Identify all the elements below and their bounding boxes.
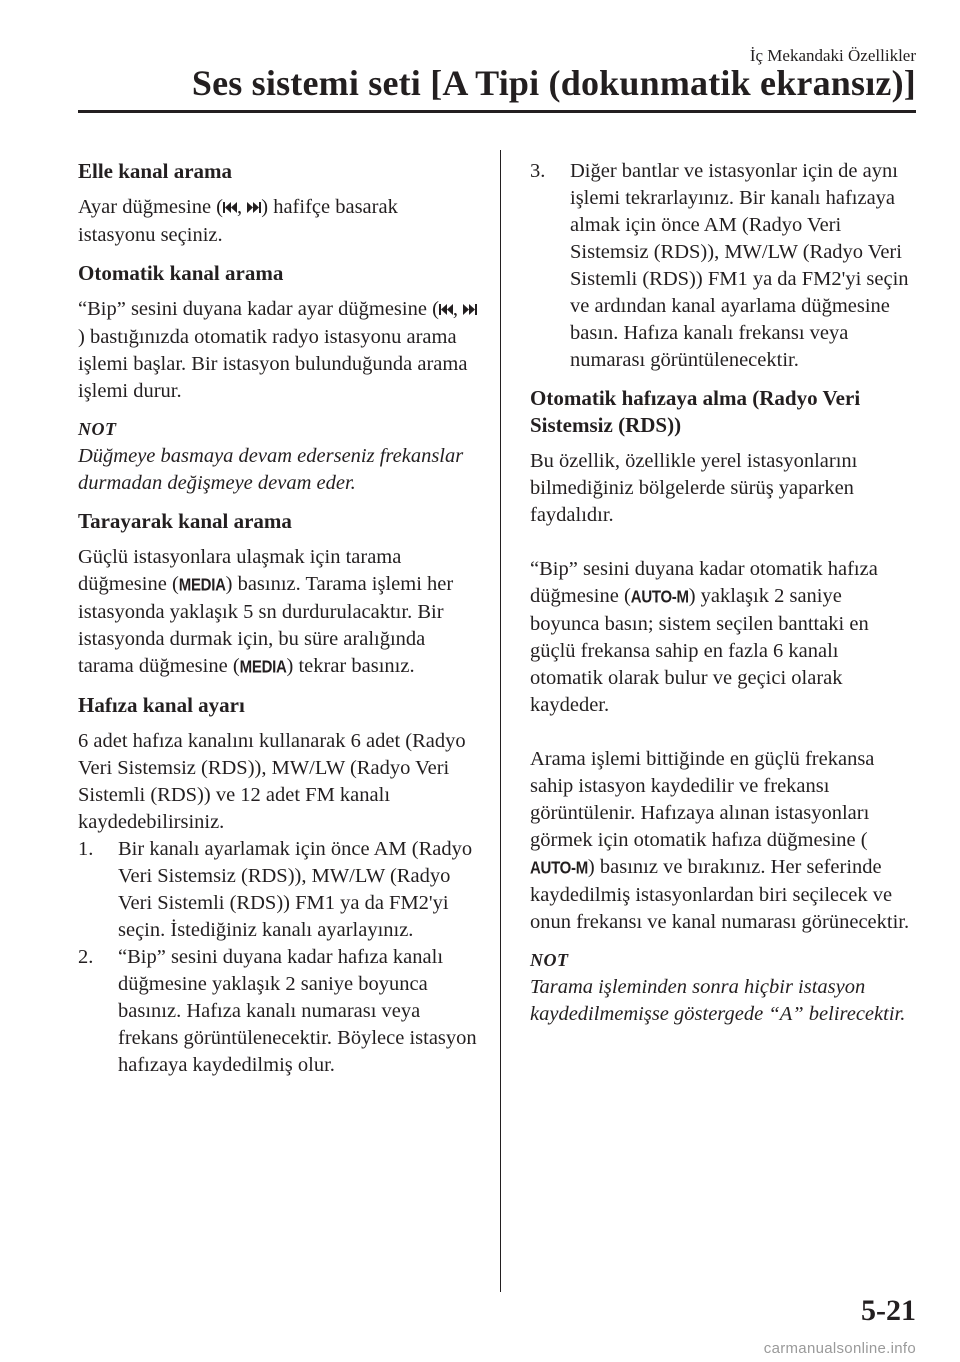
auto-memory-text-1: Bu özellik, özellikle yerel istasyonlarını bilmediğiniz bölgelerde sürüş yaparken faydalıdır.: [530, 450, 858, 526]
section-label: İç Mekandaki Özellikler: [749, 46, 916, 65]
right-column: [530, 158, 916, 1039]
media-button-label: MEDIA: [178, 575, 226, 595]
seek-back-icon: [223, 195, 237, 222]
auto-memory-text-2: “Bip” sesini duyana kadar otomatik hafıza düğmesine (AUTO-M) yaklaşık 2 saniye boyunca basın; sistem seçilen banttaki en güçlü frekansa sahip en fazla 6 kanalı otomatik olarak bulur ve geçici olarak kaydeder.: [530, 558, 878, 716]
auto-m-button-label: AUTO-M: [630, 587, 689, 608]
memory-heading: Hafıza kanal ayarı: [78, 692, 245, 717]
note-label: NOT: [78, 418, 117, 439]
memory-steps: [78, 836, 478, 1079]
media-button-label: MEDIA: [239, 657, 287, 677]
note-label: NOT: [530, 950, 569, 970]
list-item: 2. “Bip” sesini duyana kadar hafıza kanalı düğmesine yaklaşık 2 saniye boyunca basınız. Hafıza kanalı numarası veya frekans görüntülenecektir. Böylece istasyon hafızaya kaydedilmiş olur.: [78, 945, 477, 1076]
scan-search-text: Güçlü istasyonlara ulaşmak için tarama düğmesine (MEDIA) basınız. Tarama işlemi her istasyonda yaklaşık 5 sn durdurulacaktır. Bir istasyonda durmak için, bu süre aralığında tarama düğmesine (MEDIA) tekrar basınız.: [78, 544, 478, 681]
auto-memory-text-3: Arama işlemi bittiğinde en güçlü frekansa sahip istasyon kaydedilir ve frekansı görüntülenir. Hafızaya alınan istasyonları görmek için otomatik hafıza düğmesine (AUTO-M) basınız ve bırakınız. Her seferinde kaydedilmiş istasyonlardan biri seçilecek ve onun frekansı ve kanal numarası görünecektir.: [530, 748, 910, 933]
auto-memory-heading: Otomatik hafızaya alma (Radyo Veri Sistemsiz (RDS)): [530, 386, 861, 437]
auto-m-button-label: AUTO-M: [530, 858, 588, 879]
seek-forward-icon: [463, 297, 477, 324]
left-column: [78, 158, 478, 1090]
list-item: 3. Diğer bantlar ve istasyonlar için de aynı işlemi tekrarlayınız. Bir kanalı hafızaya almak için önce AM (Radyo Veri Sistemsiz (RDS)), MW/LW (Radyo Veri Sistemli (RDS)) FM1 ya da FM2'yi seçin ve ardından kanal ayarlama düğmesine basın. Hafıza kanalı frekansı veya numarası görüntülenecektir.: [530, 160, 909, 371]
auto-search-heading: Otomatik kanal arama: [78, 260, 284, 285]
manual-search-heading: Elle kanal arama: [78, 159, 233, 183]
auto-search-text: “Bip” sesini duyana kadar ayar düğmesine ( , ) bastığınızda otomatik radyo istasyonu arama işlemi başlar. Bir istasyon bulunduğunda arama işlemi durur.: [78, 296, 478, 405]
manual-search-text: Ayar düğmesine ( , ) hafifçe basarak istasyonu seçiniz.: [78, 196, 398, 246]
scan-search-heading: Tarayarak kanal arama: [78, 508, 292, 533]
note-text: Düğmeye basmaya devam ederseniz frekanslar durmadan değişmeye devam eder.: [78, 444, 464, 494]
page-number: 5-21: [861, 1294, 916, 1327]
column-divider: [500, 150, 501, 1292]
note-text: Tarama işleminden sonra hiçbir istasyon kaydedilmemişse göstergede “A” belirecektir.: [530, 976, 906, 1025]
watermark: carmanualsonline.info: [763, 1340, 916, 1357]
seek-back-icon: [439, 297, 453, 324]
page-title: Ses sistemi seti [A Tipi (dokunmatik ekransız)]: [191, 63, 916, 103]
seek-forward-icon: [247, 195, 261, 222]
memory-steps-cont: [530, 158, 916, 374]
memory-text: 6 adet hafıza kanalını kullanarak 6 adet (Radyo Veri Sistemsiz (RDS)), MW/LW (Radyo Veri Sistemli (RDS)) ve 12 adet FM kanalı kaydedebilirsiniz.: [78, 729, 466, 833]
list-item: 1. Bir kanalı ayarlamak için önce AM (Radyo Veri Sistemsiz (RDS)), MW/LW (Radyo Veri Sistemli (RDS)) FM1 ya da FM2'yi seçin. İstediğiniz kanalı ayarlayınız.: [78, 837, 473, 941]
header-rule: [78, 110, 916, 113]
